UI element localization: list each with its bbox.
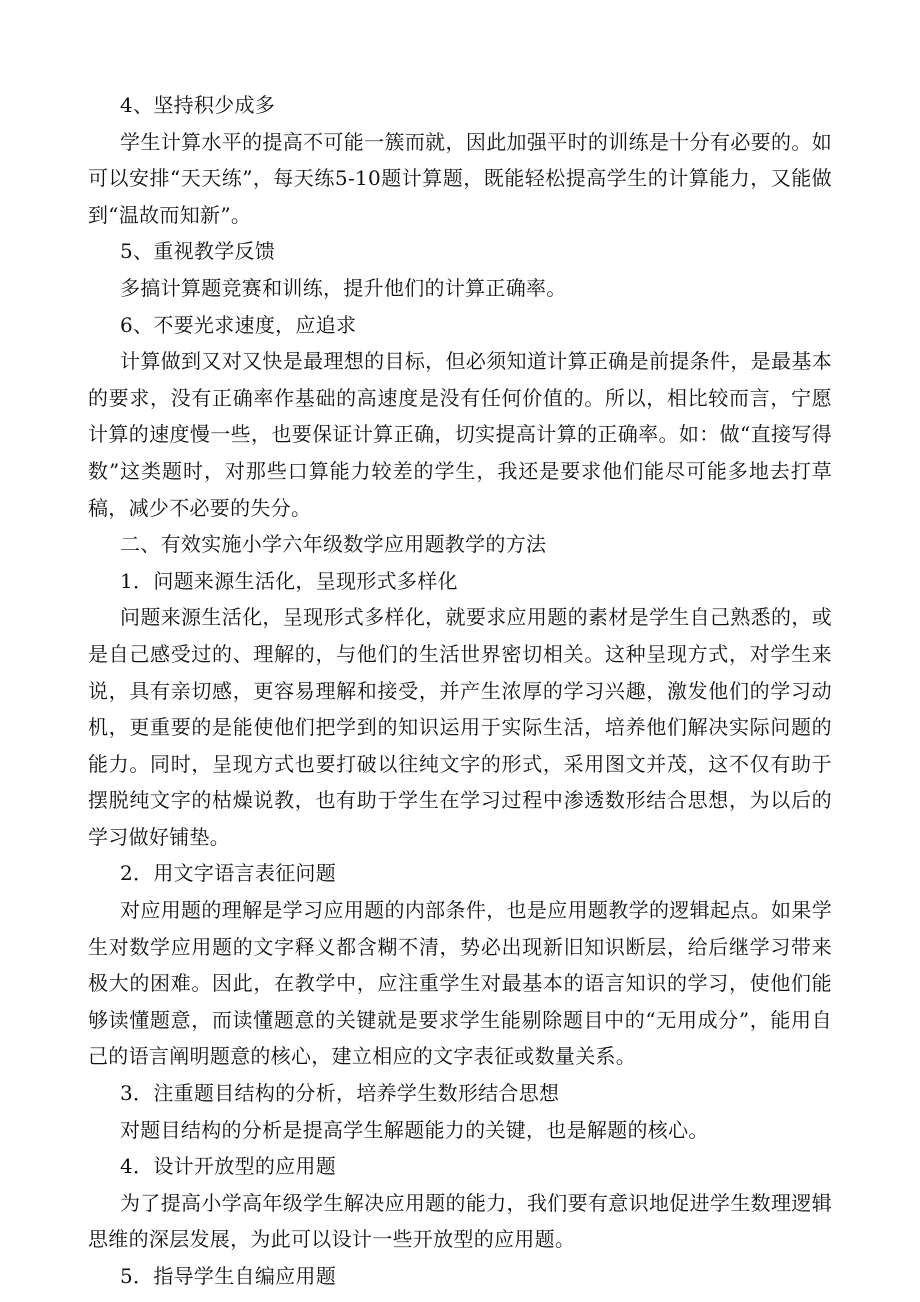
- paragraph-accuracy-first: 计算做到又对又快是最理想的目标，但必须知道计算正确是前提条件，是最基本的要求，没有正确率作基础的高速度是没有任何价值的。所以，相比较而言，宁愿计算的速度慢一些，也要保证计算正确，切实提高计算的正确率。如：做“直接写得数”这类题时，对那些口算能力较差的学生，我还是要求他们能尽可能多地去打草稿，减少不必要的失分。: [88, 349, 832, 520]
- heading-self-made-problems: 5．指导学生自编应用题: [120, 1264, 337, 1288]
- heading-text-language: 2．用文字语言表征问题: [120, 861, 337, 886]
- heading-real-life-problems: 1．问题来源生活化，呈现形式多样化: [120, 568, 458, 593]
- heading-teaching-feedback: 5、重视教学反馈: [120, 239, 276, 264]
- paragraph-structure-analysis: 对题目结构的分析是提高学生解题能力的关键，也是解题的核心。: [120, 1117, 709, 1142]
- heading-persist-accumulate: 4、坚持积少成多: [120, 93, 276, 117]
- heading-open-problems: 4．设计开放型的应用题: [120, 1154, 337, 1179]
- document-body: [88, 87, 832, 1295]
- paragraph-competitions: 多搞计算题竞赛和训练，提升他们的计算正确率。: [120, 275, 567, 300]
- heading-structure-analysis: 3．注重题目结构的分析，培养学生数形结合思想: [120, 1081, 560, 1106]
- paragraph-text-language: 对应用题的理解是学习应用题的内部条件，也是应用题教学的逻辑起点。如果学生对数学应用题的文字释义都含糊不清，势必出现新旧知识断层，给后继学习带来极大的困难。因此，在教学中，应注重学生对最基本的语言知识的学习，使他们能够读懂题意，而读懂题意的关键就是要求学生能剔除题目中的“无用成分”，能用自己的语言阐明题意的核心，建立相应的文字表征或数量关系。: [88, 898, 832, 1069]
- paragraph-daily-practice: 学生计算水平的提高不可能一簇而就，因此加强平时的训练是十分有必要的。如可以安排“天天练”，每天练5-10题计算题，既能轻松提高学生的计算能力，又能做到“温故而知新”。: [88, 129, 832, 227]
- paragraph-open-problems: 为了提高小学高年级学生解决应用题的能力，我们要有意识地促进学生数理逻辑思维的深层发展，为此可以设计一些开放型的应用题。: [88, 1190, 832, 1252]
- heading-not-only-speed: 6、不要光求速度，应追求: [120, 312, 357, 337]
- section-heading-word-problems: 二、有效实施小学六年级数学应用题教学的方法: [120, 532, 547, 557]
- paragraph-real-life-problems: 问题来源生活化，呈现形式多样化，就要求应用题的素材是学生自己熟悉的，或是自己感受过的、理解的，与他们的生活世界密切相关。这种呈现方式，对学生来说，具有亲切感，更容易理解和接受，并产生浓厚的学习兴趣，激发他们的学习动机，更重要的是能使他们把学到的知识运用于实际生活，培养他们解决实际问题的能力。同时，呈现方式也要打破以往纯文字的形式，采用图文并茂，这不仅有助于摆脱纯文字的枯燥说教，也有助于学生在学习过程中渗透数形结合思想，为以后的学习做好铺垫。: [88, 605, 832, 849]
